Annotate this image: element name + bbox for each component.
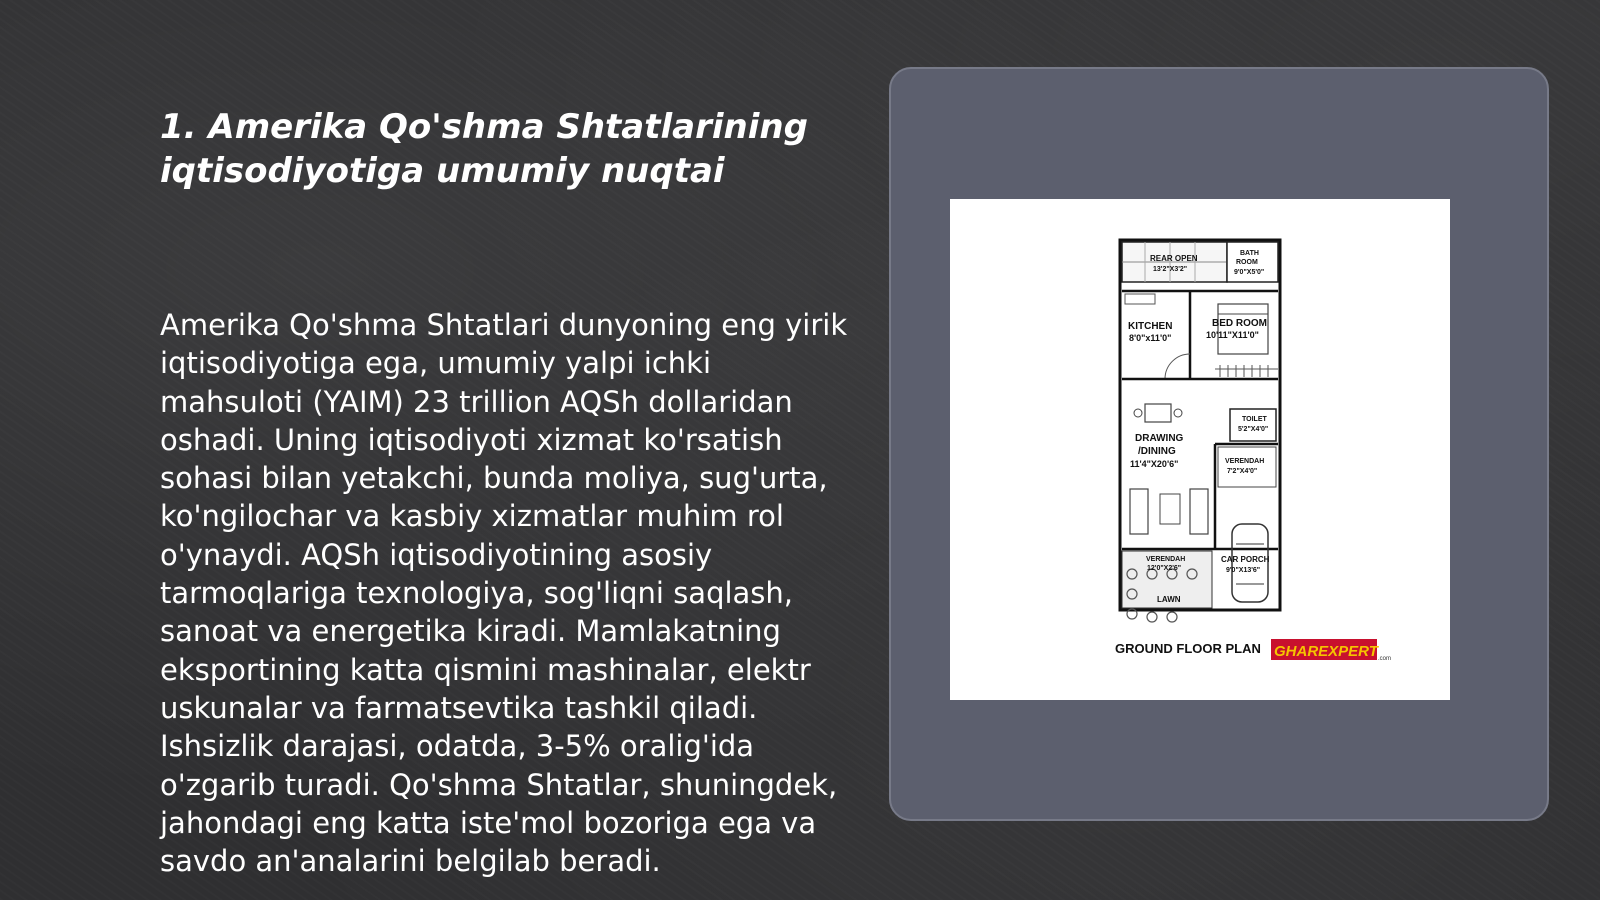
label-drawing-size: 11'4"X20'6" <box>1130 459 1179 469</box>
label-car-porch-size: 9'0"X13'6" <box>1226 567 1261 574</box>
label-kitchen: KITCHEN <box>1128 321 1173 332</box>
slide-body-text: Amerika Qo'shma Shtatlari dunyoning eng yirik iqtisodiyotiga ega, umumiy yalpi ichki mahsuloti (YAIM) 23 trillion AQSh dollaridan oshadi. Uning iqtisodiyoti xizmat ko'rsatish sohasi bilan yetakchi, bunda moliya, sug'urta, ko'ngilochar va kasbiy xizmatlar muhim rol o'ynaydi. AQSh iqtisodiyotining asosiy tarmoqlariga texnologiya, sog'liqni saqlash, sanoat va energetika kiradi. Mamlakatning eksportining katta qismini mashinalar, elektr uskunalar va farmatsevtika tashkil qiladi. Ishsizlik darajasi, odatda, 3-5% oralig'ida o'zgarib turadi. Qo'shma Shtatlar, shuningdek, jahondagi eng katta iste'mol bozoriga ega va savdo an'analarini belgilab beradi. <box>160 308 848 879</box>
coffee-table <box>1160 494 1180 524</box>
slide-title: 1. Amerika Qo'shma Shtatlarining iqtisodiyotiga umumiy nuqtai <box>160 107 808 191</box>
label-bedroom: BED ROOM <box>1212 318 1267 329</box>
floor-plan-drawing <box>950 199 1450 700</box>
label-toilet: TOILET <box>1242 416 1267 423</box>
floor-plan-caption: GROUND FLOOR PLAN <box>1115 641 1261 656</box>
sofa-right <box>1190 489 1208 534</box>
label-kitchen-size: 8'0"x11'0" <box>1129 333 1172 343</box>
label-bath: BATH <box>1240 250 1259 257</box>
svg-text:GHAREXPERT: GHAREXPERT <box>1274 643 1378 660</box>
label-verendah-top-size: 7'2"X4'0" <box>1227 468 1258 475</box>
bed-icon <box>1218 304 1268 354</box>
dining-table <box>1145 404 1171 422</box>
sofa-left <box>1130 489 1148 534</box>
label-drawing: DRAWING <box>1135 433 1184 444</box>
svg-text:.com: .com <box>1378 656 1392 662</box>
label-bath-room: ROOM <box>1236 259 1258 266</box>
label-bedroom-size: 10'11"X11'0" <box>1206 330 1259 340</box>
gharexpert-logo <box>1271 639 1391 662</box>
label-rear-open: REAR OPEN <box>1150 254 1198 263</box>
label-dining: /DINING <box>1138 446 1176 457</box>
label-verendah-top: VERENDAH <box>1225 458 1265 465</box>
floor-plan-image <box>950 199 1450 700</box>
label-car-porch: CAR PORCH <box>1221 555 1270 564</box>
toilet <box>1230 409 1276 441</box>
verendah-top <box>1218 447 1276 487</box>
label-verendah-bottom-size: 12'0"X2'6" <box>1147 565 1182 572</box>
label-lawn: LAWN <box>1157 595 1181 604</box>
label-rear-open-size: 13'2"X3'2" <box>1153 266 1188 273</box>
label-bath-size: 9'0"X5'0" <box>1234 269 1265 276</box>
label-verendah-bottom: VERENDAH <box>1146 556 1186 563</box>
label-toilet-size: 5'2"X4'0" <box>1238 426 1269 433</box>
